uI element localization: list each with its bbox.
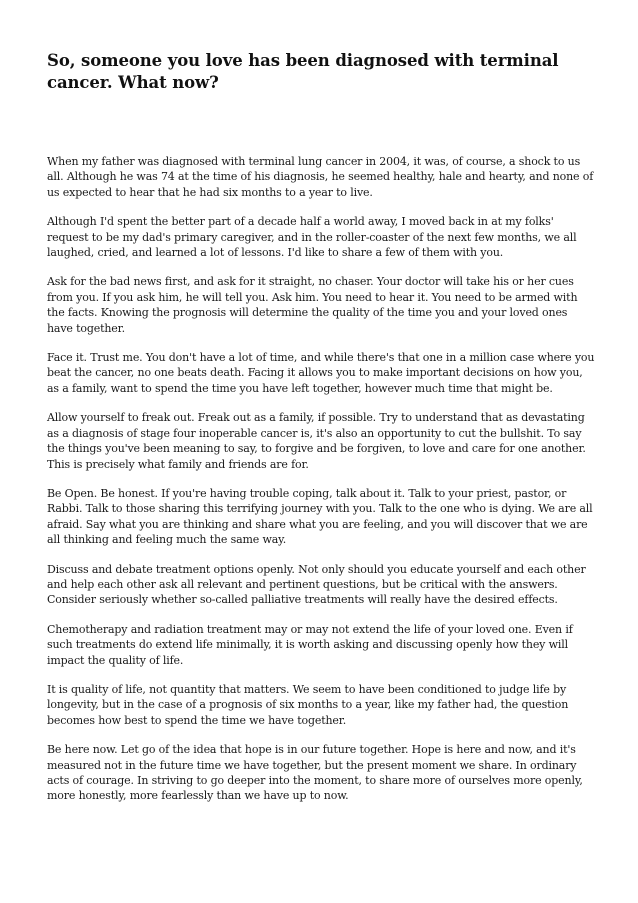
paragraph-1: When my father was diagnosed with terminal lung cancer in 2004, it was, of course, a shock to us all. Although he was 74 at the time of his diagnosis, he seemed healthy, hale and hearty, and none of us expected to hear that he had six months to a year to live.	[47, 155, 594, 199]
paragraph-6: Be Open. Be honest. If you're having trouble coping, talk about it. Talk to your priest, pastor, or Rabbi. Talk to those sharing this terrifying journey with you. Talk to the one who is dying. We are all afraid. Say what you are thinking and share what you are feeling, and you will discover that we are all thinking and feeling much the same way.	[47, 486, 593, 547]
paragraph-9: It is quality of life, not quantity that matters. We seem to have been conditioned to judge life by longevity, but in the case of a prognosis of six months to a year, like my father had, the question becomes how best to spend the time we have together.	[47, 682, 569, 727]
paragraph-10: Be here now. Let go of the idea that hope is in our future together. Hope is here and now, and it's measured not in the future time we have together, but the present moment we share. In ordinary acts of courage. In striving to go deeper into the moment, to share more of ourselves more openly, more honestly, more fearlessly than we have up to now.	[47, 743, 583, 803]
paragraph-8: Chemotherapy and radiation treatment may or may not extend the life of your loved one. Even if such treatments do extend life minimally, it is worth asking and discussing openly how they will impact the quality of life.	[47, 622, 573, 667]
document-body	[47, 154, 595, 818]
paragraph-3: Ask for the bad news first, and ask for it straight, no chaser. Your doctor will take his or her cues from you. If you ask him, he will tell you. Ask him. You need to hear it. You need to be armed with the facts. Knowing the prognosis will determine the quality of the time you and your loved ones have together.	[47, 275, 578, 335]
document-header	[47, 50, 595, 94]
paragraph-2: Although I'd spent the better part of a decade half a world away, I moved back in at my folks' request to be my dad's primary caregiver, and in the roller-coaster of the next few months, we all laughed, cried, and learned a lot of lessons. I'd like to share a few of them with you.	[47, 215, 577, 260]
page-title: So, someone you love has been diagnosed with terminal cancer. What now?	[47, 51, 559, 92]
paragraph-4: Face it. Trust me. You don't have a lot of time, and while there's that one in a million case where you beat the cancer, no one beats death. Facing it allows you to make important decisions on how you, as a family, want to spend the time you have left together, however much time that might be.	[47, 351, 595, 395]
paragraph-5: Allow yourself to freak out. Freak out as a family, if possible. Try to understand that as devastating as a diagnosis of stage four inoperable cancer is, it's also an opportunity to cut the bullshit. To say the things you've been meaning to say, to forgive and be forgiven, to love and care for one another. This is precisely what family and friends are for.	[47, 411, 586, 471]
paragraph-7: Discuss and debate treatment options openly. Not only should you educate yourself and each other and help each other ask all relevant and pertinent questions, but be critical with the answers. Consider seriously whether so-called palliative treatments will really have the desired effects.	[47, 562, 586, 607]
